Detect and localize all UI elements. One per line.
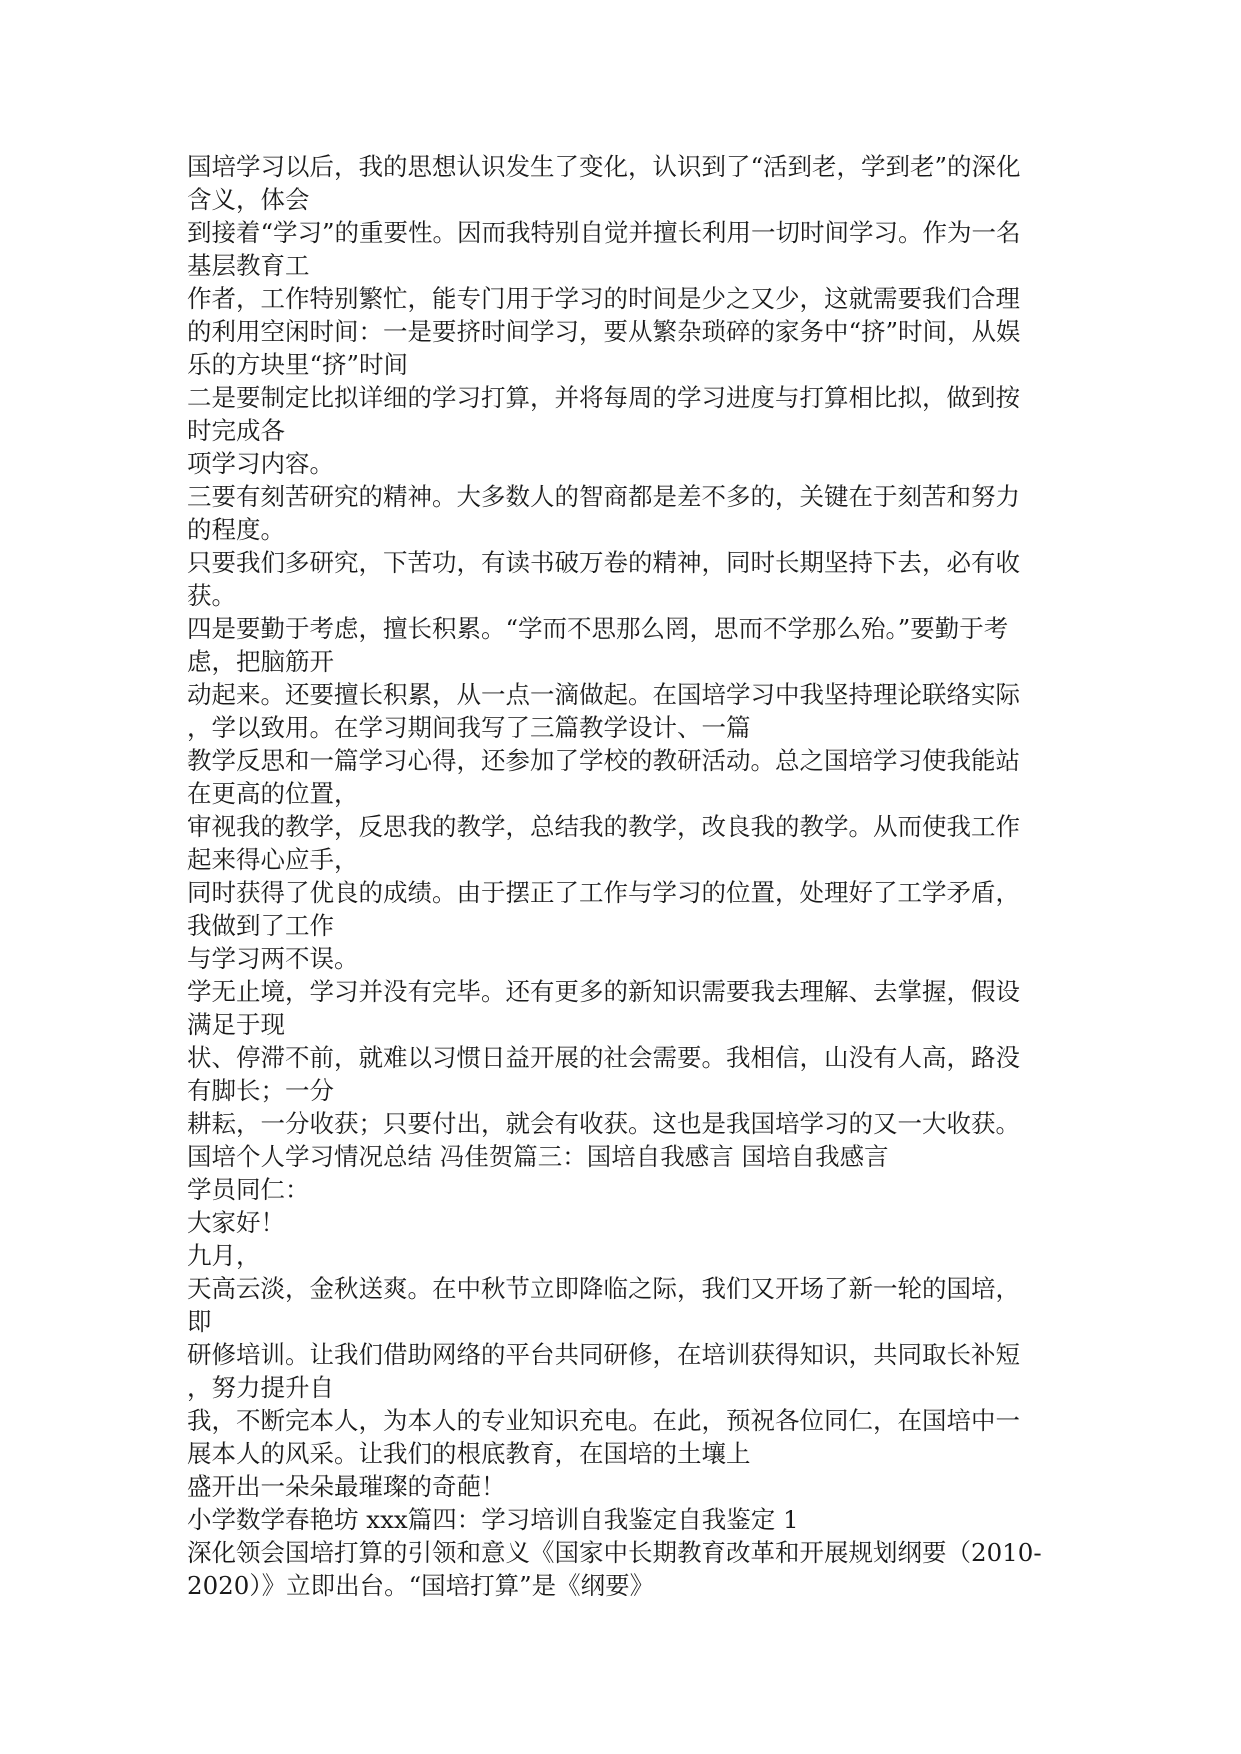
text-line: 小学数学春艳坊 xxx篇四：学习培训自我鉴定自我鉴定 1 [187, 1505, 799, 1534]
text-line: 教学反思和一篇学习心得，还参加了学校的教研活动。总之国培学习使我能站 [187, 746, 1020, 775]
text-line: 有脚长；一分 [187, 1076, 334, 1105]
text-line: 国培个人学习情况总结 冯佳贺篇三：国培自我感言 国培自我感言 [187, 1142, 889, 1171]
text-line: 乐的方块里“挤”时间 [187, 350, 409, 379]
text-line: 在更高的位置， [187, 779, 359, 808]
text-line: 状、停滞不前，就难以习惯日益开展的社会需要。我相信，山没有人高，路没 [187, 1043, 1020, 1072]
text-line: 获。 [187, 581, 236, 610]
text-line: 到接着“学习”的重要性。因而我特别自觉并擅长利用一切时间学习。作为一名 [187, 218, 1021, 247]
text-line: 九月， [187, 1241, 261, 1270]
text-line: 含义，体会 [187, 185, 310, 214]
text-line: 二是要制定比拟详细的学习打算，并将每周的学习进度与打算相比拟，做到按 [187, 383, 1020, 412]
text-line: 虑，把脑筋开 [187, 647, 334, 676]
text-line: 项学习内容。 [187, 449, 334, 478]
text-line: 只要我们多研究，下苦功，有读书破万卷的精神，同时长期坚持下去，必有收 [187, 548, 1020, 577]
text-line: 审视我的教学，反思我的教学，总结我的教学，改良我的教学。从而使我工作 [187, 812, 1020, 841]
text-line: 学员同仁： [187, 1175, 310, 1204]
text-line: 作者，工作特别繁忙，能专门用于学习的时间是少之又少，这就需要我们合理 [187, 284, 1020, 313]
text-line: 即 [187, 1307, 212, 1336]
text-line: 国培学习以后，我的思想认识发生了变化，认识到了“活到老，学到老”的深化 [187, 152, 1021, 181]
text-line: ，努力提升自 [187, 1373, 334, 1402]
text-line: 的利用空闲时间：一是要挤时间学习，要从繁杂琐碎的家务中“挤”时间，从娱 [187, 317, 1021, 346]
text-line: 的程度。 [187, 515, 285, 544]
text-line: 同时获得了优良的成绩。由于摆正了工作与学习的位置，处理好了工学矛盾， [187, 878, 1020, 907]
text-line: 研修培训。让我们借助网络的平台共同研修，在培训获得知识，共同取长补短 [187, 1340, 1020, 1369]
text-line: 三要有刻苦研究的精神。大多数人的智商都是差不多的，关键在于刻苦和努力 [187, 482, 1020, 511]
text-line: 2020）》立即出台。“国培打算”是《纲要》 [187, 1571, 655, 1600]
text-line: 动起来。还要擅长积累，从一点一滴做起。在国培学习中我坚持理论联络实际 [187, 680, 1020, 709]
text-line: 天高云淡，金秋送爽。在中秋节立即降临之际，我们又开场了新一轮的国培， [187, 1274, 1020, 1303]
text-line: 四是要勤于考虑，擅长积累。“学而不思那么罔，思而不学那么殆。”要勤于考 [187, 614, 1009, 643]
text-line: 展本人的风采。让我们的根底教育，在国培的土壤上 [187, 1439, 751, 1468]
text-line: 起来得心应手， [187, 845, 359, 874]
text-line: 我，不断完本人，为本人的专业知识充电。在此，预祝各位同仁，在国培中一 [187, 1406, 1020, 1435]
document-body [187, 150, 1047, 1602]
text-line: 基层教育工 [187, 251, 310, 280]
text-line: 盛开出一朵朵最璀璨的奇葩！ [187, 1472, 506, 1501]
text-line: 深化领会国培打算的引领和意义《国家中长期教育改革和开展规划纲要（2010- [187, 1538, 1042, 1567]
text-line: 我做到了工作 [187, 911, 334, 940]
text-line: 时完成各 [187, 416, 285, 445]
text-line: 与学习两不误。 [187, 944, 359, 973]
text-line: ，学以致用。在学习期间我写了三篇教学设计、一篇 [187, 713, 751, 742]
text-line: 学无止境，学习并没有完毕。还有更多的新知识需要我去理解、去掌握，假设 [187, 977, 1020, 1006]
text-line: 大家好！ [187, 1208, 285, 1237]
text-line: 满足于现 [187, 1010, 285, 1039]
text-line: 耕耘，一分收获；只要付出，就会有收获。这也是我国培学习的又一大收获。 [187, 1109, 1020, 1138]
